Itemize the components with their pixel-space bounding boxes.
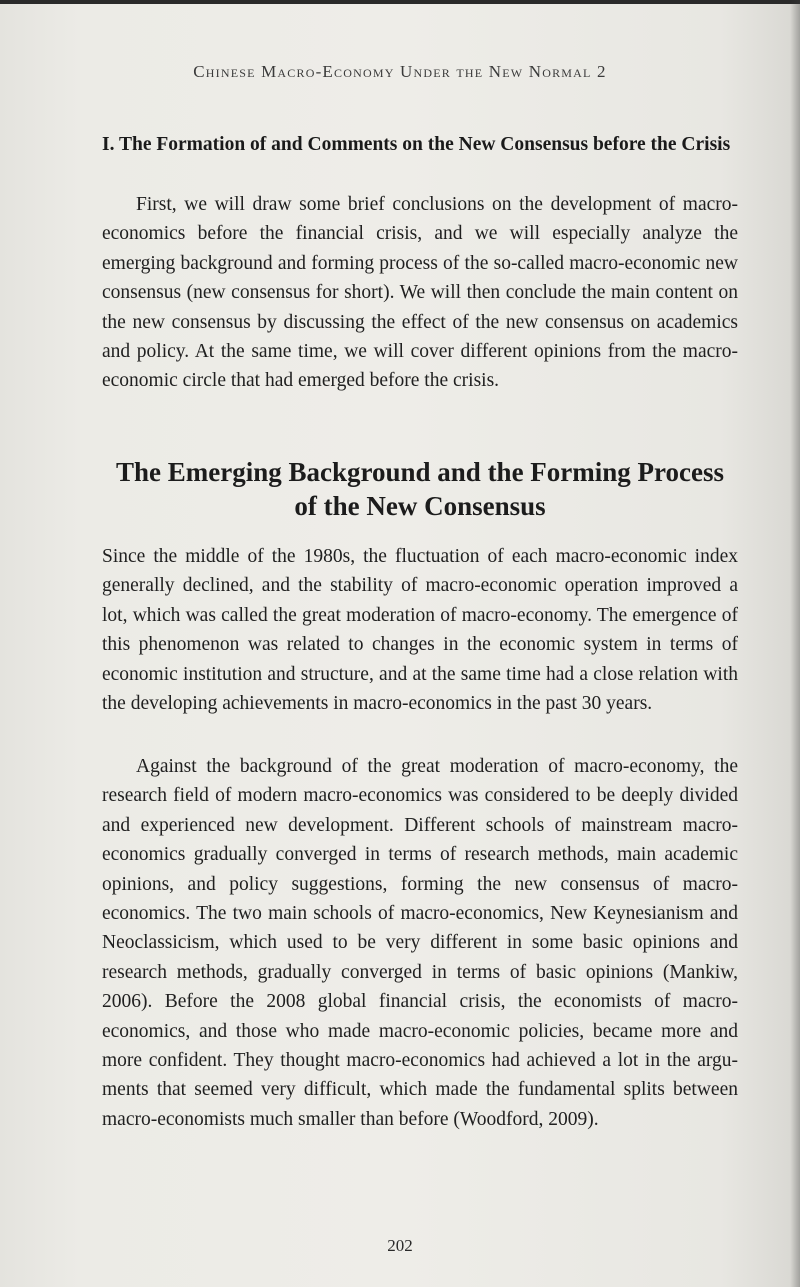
page-top-edge (0, 0, 800, 4)
page-number: 202 (387, 1236, 413, 1255)
running-head: Chinese Macro-Economy Under the New Normal 2 (193, 62, 607, 81)
subsection-heading: The Emerging Background and the Forming Process of the New Consensus (115, 457, 725, 521)
paragraph-new-consensus: Against the background of the great moderation of macro-economy, the research field of modern macro-economics was considered to be deeply divided and experienced new development. Different schools of mainstream macro-economics gradually converged in terms of research methods, main academic opinions, and policy suggestions, forming the new consensus of macro-economics. The two main schools of macro-economics, New Keynesianism and Neoclassicism, which used to be very different in some basic opinions and research methods, gradually converged in terms of basic opinions (Mankiw, 2006). Before the 2008 global financial crisis, the economists of macro-economics, and those who made macro-economic policies, became more and more confident. They thought macro-economics had achieved a lot in the arguments that seemed very difficult, which made the fundamental splits between macro-economists much smaller than before (Woodford, 2009). (102, 756, 738, 1130)
paragraph-great-moderation: Since the middle of the 1980s, the fluctuation of each macro-economic index generally declined, and the stability of macro-economic operation improved a lot, which was called the great moderation of macro-economy. The emergence of this phenomenon was related to changes in the economic system in terms of economic institution and structure, and at the same time had a close relation with the developing achievements in macro-economics in the past 30 years. (102, 546, 738, 715)
section-heading: I. The Formation of and Comments on the New Consensus before the Crisis (102, 134, 731, 155)
page-right-shadow (790, 0, 800, 1287)
paragraph-intro: First, we will draw some brief conclusions on the development of macro-economics before the financial crisis, and we will especially analyze the emerging background and forming process of the so-called macro-economic new consensus (new consensus for short). We will then conclude the main content on the new consensus by discussing the effect of the new consensus on academics and policy. At the same time, we will cover different opinions from the macro-economic circle that had emerged before the crisis. (102, 194, 738, 392)
